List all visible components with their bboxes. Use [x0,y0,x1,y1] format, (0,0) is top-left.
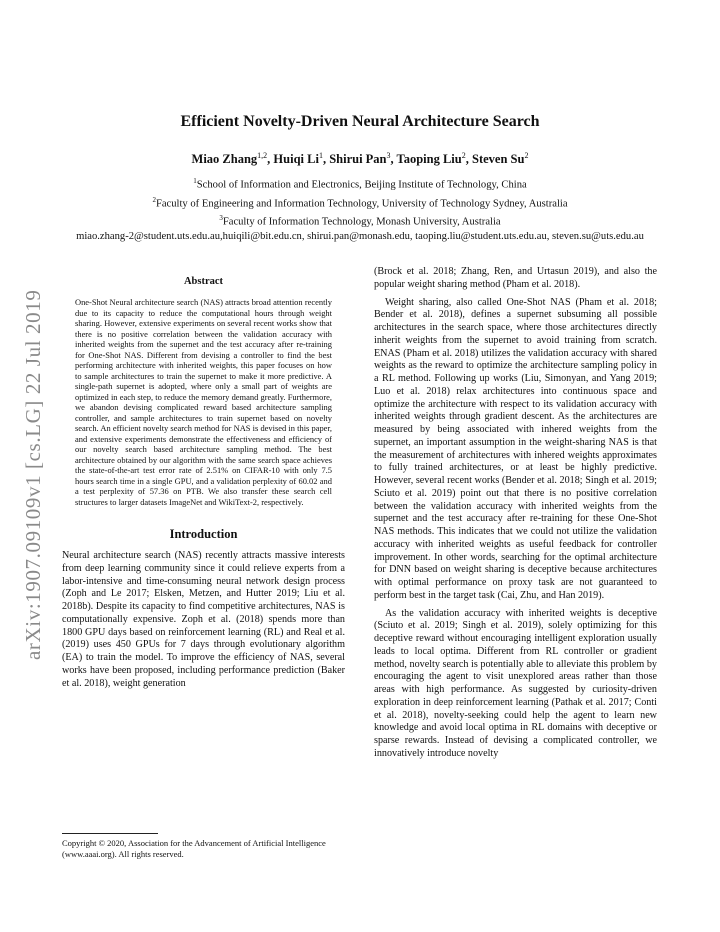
paper-title: Efficient Novelty-Driven Neural Architecture Search [180,113,540,130]
email-list: miao.zhang-2@student.uts.edu.au,huiqili@bit.edu.cn, shirui.pan@monash.edu, taoping.liu@student.uts.edu.au, steven.su@uts.edu.au [76,231,644,243]
body-paragraph: Weight sharing, also called One-Shot NAS (Pham et al. 2018; Bender et al. 2018), defines a supernet subsuming all possible architectures in the search space, where those architectures directly inherit weights from the supernet to avoid training from scratch. ENAS (Pham et al. 2018) utilizes the validation accuracy with shared weights as the reward to optimize the architecture sampling policy in a RL method. Following up works (Liu, Simonyan, and Yang 2019; Luo et al. 2018) relax architectures into continuous space and optimize the architecture with respect to its validation accuracy with inherited weights through gradient descent. As the architectures are measured by being associated with inhered weights from the supernet, an important assumption in the weight-sharing NAS is that the measurement of architectures with inhered weights approximates to fully trained architectures, or at least be highly predictive. However, several recent works (Bender et al. 2018; Singh et al. 2019; Sciuto et al. 2019) point out that there is no positive correlation between the validation accuracy with inherited weights from the supernet and the test accuracy after re-training for these One-Shot NAS methods. This indicates that we could not utilize the validation accuracy with inherited weights as useful feedback for controller improvement. In other words, searching for the optimal architecture for DNN based on weight sharing is deceptive because architectures with optimal performance on proxy task are not guaranteed to perform best in the target task (Cai, Zhu, and Han 2019). [374,296,657,601]
affiliation: $^3$Faculty of Information Technology, Monash University, Australia [219,214,501,228]
footnote-divider [62,833,158,834]
right-column [374,266,657,761]
author: Shirui Pan$^3$, [329,151,397,167]
copyright-text: Copyright © 2020, Association for the Advancement of Artificial Intelligence (www.aaai.org). All rights reserved. [62,838,326,859]
arxiv-stamp [10,250,52,670]
left-column [62,270,345,690]
author: Huiqi Li$^1$, [273,151,330,167]
author: Steven Su$^2$ [472,151,529,167]
author-list [0,151,720,167]
affiliation: $^2$Faculty of Engineering and Information Technology, University of Technology Sydney, Australia [152,195,568,210]
copyright-footnote [62,833,345,860]
introduction-paragraph: Neural architecture search (NAS) recently attracts massive interests from deep learning community since it could relieve experts from a labor-intensive and time-consuming neural network design process (Zoph and Le 2017; Elsken, Metzen, and Hutter 2019; Liu et al. 2018b). Despite its capacity to find competitive architectures, NAS is computationally expensive. Zoph et al. (2018) spends more than 1800 GPU days based on reinforcement learning (RL) and Real et al. (2019) uses 450 GPUs for 7 days through evolutionary algorithm (EA) to train the model. To improve the efficiency of NAS, several works have been proposed, including performance prediction (Baker et al. 2018), weight generation [62,550,345,689]
arxiv-id-text: arXiv:1907.09109v1 [cs.LG] 22 Jul 2019 [21,289,45,660]
affiliations [0,174,720,244]
introduction-heading: Introduction [169,527,238,541]
abstract-heading: Abstract [183,276,224,287]
abstract-body: One-Shot Neural architecture search (NAS) attracts broad attention recently due to its capacity to reduce the computational hours through weight sharing. However, extensive experiments on several recent works show that there is no positive correlation between the validation accuracy with inherited weights from the supernet and the test accuracy after re-training for One-Shot NAS. Different from devising a controller to find the best performing architecture with inherited weights, this paper focuses on how to sample architectures to train the supernet to make it more predictive. A single-path supernet is adopted, where only a small part of weights are optimized in each step, to reduce the memory demand greatly. Furthermore, we abandon devising complicated reward based architecture sampling controller, and sample architectures to train supernet based on novelty search. An efficient novelty search method for NAS is devised in this paper, and extensive experiments demonstrate the effectiveness and efficiency of our novelty search based architecture sampling method. The best architecture obtained by our algorithm with the same search space achieves the state-of-the-art test error rate of 2.51% on CIFAR-10 with only 7.5 hours search time in a single GPU, and a validation perplexity of 60.02 and a test perplexity of 57.36 on PTB. We also transfer these search cell structures to larger datasets ImageNet and WikiText-2, respectively. [75,297,332,507]
author: Miao Zhang$^{1,2}$, [191,151,274,167]
body-paragraph: As the validation accuracy with inherited weights is deceptive (Sciuto et al. 2019; Singh et al. 2019), solely optimizing for this deceptive reward without encouraging intelligent exploration usually leads to local optima. Different from RL controller or gradient method, novelty search is potentially able to alleviate this problem by encouraging the agent to visit unexplored areas rather than those areas with high performance. As suggested by curiosity-driven exploration in deep reinforcement learning (Pathak et al. 2017; Conti et al. 2018), novelty-seeking could help the agent to learn new knowledge and avoid local optima in RL domains with deceptive or sparse rewards. Instead of devising a complicated controller, we innovatively introduce novelty [374,607,657,759]
body-paragraph: (Brock et al. 2018; Zhang, Ren, and Urtasun 2019), and also the popular weight sharing method (Pham et al. 2018). [374,266,657,290]
affiliation: $^1$School of Information and Electronics, Beijing Institute of Technology, China [193,177,527,191]
author: Taoping Liu$^2$, [396,151,472,167]
